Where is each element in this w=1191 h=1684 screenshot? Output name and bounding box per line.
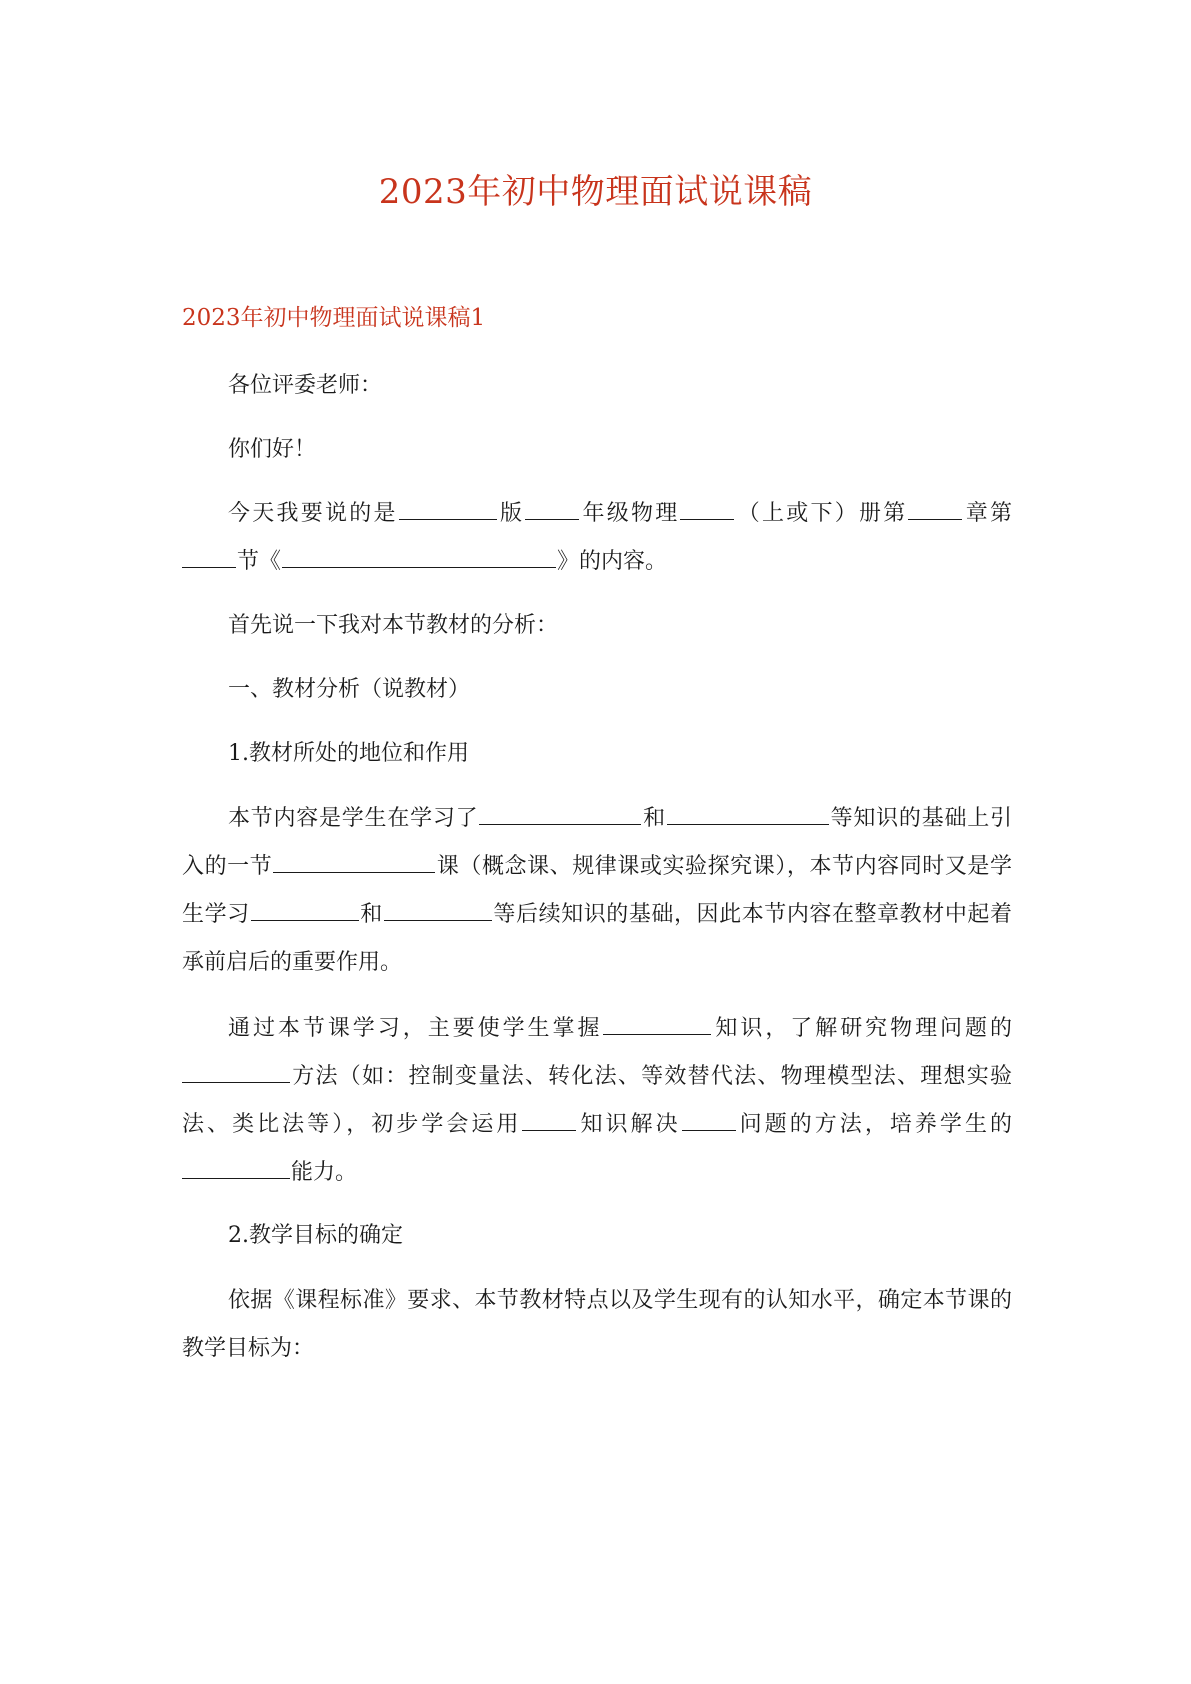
intro-text-2: 版 xyxy=(497,501,525,526)
goal-text-1: 通过本节课学习，主要使学生掌握 xyxy=(228,1016,603,1041)
position-text-2: 和 xyxy=(642,806,666,831)
heading-objectives: 2.教学目标的确定 xyxy=(228,1223,403,1248)
intro-text-5: 章第 xyxy=(963,501,1012,526)
section-title: 2023年初中物理面试说课稿1 xyxy=(182,305,486,331)
paragraph-objectives: 依据《课程标准》要求、本节教材特点以及学生现有的认知水平，确定本节课的教学目标为： xyxy=(182,1288,1012,1361)
paragraph-hello: 你们好！ xyxy=(228,437,317,462)
intro-text-3: 年级物理 xyxy=(580,501,680,526)
paragraph-intro xyxy=(182,490,1012,586)
blank-edition xyxy=(399,496,497,520)
paragraph-greeting: 各位评委老师： xyxy=(228,373,383,398)
goal-text-3: 方法（如：控制变量法、转化法、等效替代法、物理模型法、理想实验法、类比法等），初步学会运用 xyxy=(182,1064,1012,1137)
blank-problem xyxy=(682,1107,736,1131)
goal-text-4: 知识解决 xyxy=(577,1112,681,1137)
blank-knowledge xyxy=(603,1011,711,1035)
intro-text-4: （上或下）册第 xyxy=(735,501,908,526)
blank-later-knowledge-1 xyxy=(251,897,359,921)
goal-text-2: 知识，了解研究物理问题的 xyxy=(712,1016,1012,1041)
heading-analysis: 一、教材分析（说教材） xyxy=(228,677,471,702)
blank-grade xyxy=(525,496,579,520)
blank-lesson-title xyxy=(282,544,556,568)
goal-text-6: 能力。 xyxy=(291,1160,358,1185)
blank-prior-knowledge-1 xyxy=(479,801,641,825)
blank-lesson-type xyxy=(273,849,435,873)
blank-volume xyxy=(680,496,734,520)
intro-text-7: 》的内容。 xyxy=(557,549,668,574)
blank-chapter xyxy=(908,496,962,520)
paragraph-position xyxy=(182,795,1012,987)
heading-position: 1.教材所处的地位和作用 xyxy=(228,741,469,766)
blank-later-knowledge-2 xyxy=(384,897,492,921)
blank-section xyxy=(182,544,236,568)
position-text-1: 本节内容是学生在学习了 xyxy=(228,806,479,831)
paragraph-first: 首先说一下我对本节教材的分析： xyxy=(228,613,559,638)
blank-ability xyxy=(182,1155,290,1179)
position-text-5: 和 xyxy=(359,902,383,927)
blank-apply-knowledge xyxy=(522,1107,576,1131)
blank-prior-knowledge-2 xyxy=(667,801,829,825)
position-text-4: 课（概念课、规律课或实验探究课），本节内容同时又是学生学习 xyxy=(182,854,1012,927)
position-text-3: 等知识的基础上引入的一节 xyxy=(182,806,1012,879)
position-text-6: 等后续知识的基础，因此本节内容在整章教材中起着承前启后的重要作用。 xyxy=(182,902,1012,975)
intro-text-6: 节《 xyxy=(237,549,282,574)
document-title: 2023年初中物理面试说课稿 xyxy=(378,172,813,212)
intro-text-1: 今天我要说的是 xyxy=(228,501,398,526)
goal-text-5: 问题的方法，培养学生的 xyxy=(736,1112,1012,1137)
paragraph-goal xyxy=(182,1005,1012,1197)
blank-method xyxy=(182,1059,290,1083)
